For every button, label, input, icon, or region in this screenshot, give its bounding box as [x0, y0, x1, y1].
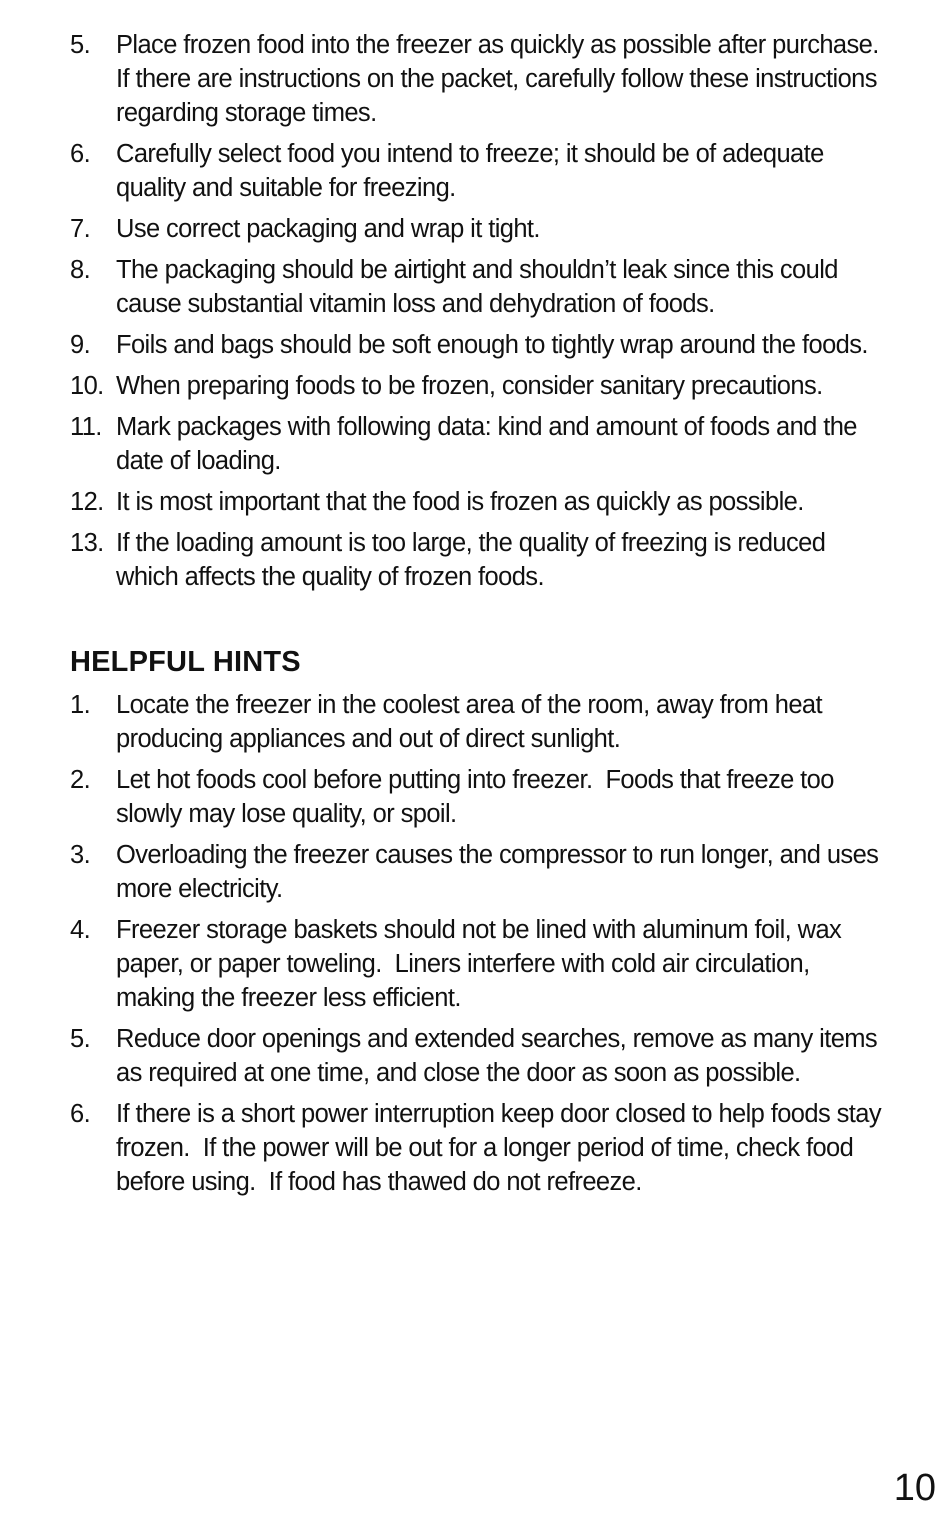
item-text: Freezer storage baskets should not be lined with aluminum foil, wax paper, or paper toweling. Liners interfere with cold air circulation, making the freezer less efficient. [116, 916, 848, 1012]
list-item [70, 838, 890, 906]
list-item [70, 913, 890, 1015]
item-text: Reduce door openings and extended searches, remove as many items as required at one time, and close the door as soon as possible. [116, 1025, 884, 1087]
item-text: If there is a short power interruption keep door closed to help foods stay frozen. If the power will be out for a longer period of time, check food before using. If food has thawed do not refreeze. [116, 1100, 888, 1196]
list-item [70, 328, 890, 362]
freezing-tips-list [70, 28, 890, 601]
item-number: 6. [70, 140, 91, 168]
item-number: 10. [70, 372, 104, 400]
item-number: 12. [70, 488, 104, 516]
item-number: 6. [70, 1100, 91, 1128]
list-item [70, 137, 890, 205]
helpful-hints-list [70, 688, 890, 1206]
item-text: When preparing foods to be frozen, consider sanitary precautions. [116, 372, 823, 400]
list-item [70, 485, 890, 519]
item-number: 7. [70, 215, 91, 243]
item-number: 5. [70, 31, 91, 59]
list-item [70, 1097, 890, 1199]
item-text: Mark packages with following data: kind and amount of foods and the date of loading. [116, 413, 864, 475]
item-number: 3. [70, 841, 91, 869]
item-number: 5. [70, 1025, 91, 1053]
item-text: The packaging should be airtight and shouldn’t leak since this could cause substantial vitamin loss and dehydration of foods. [116, 256, 845, 318]
item-number: 2. [70, 766, 91, 794]
list-item [70, 688, 890, 756]
list-item [70, 28, 890, 130]
item-number: 13. [70, 529, 104, 557]
item-number: 4. [70, 916, 91, 944]
page-number: 10 [893, 1467, 936, 1509]
item-number: 9. [70, 331, 91, 359]
section-heading: HELPFUL HINTS [70, 646, 301, 678]
item-text: Use correct packaging and wrap it tight. [116, 215, 540, 243]
item-number: 1. [70, 691, 91, 719]
item-text: Place frozen food into the freezer as quickly as possible after purchase. If there are instructions on the packet, carefully follow these instructions regarding storage times. [116, 31, 892, 127]
item-text: Foils and bags should be soft enough to tightly wrap around the foods. [116, 331, 868, 359]
list-item [70, 369, 890, 403]
item-text: Overloading the freezer causes the compressor to run longer, and uses more electricity. [116, 841, 892, 903]
item-text: Let hot foods cool before putting into freezer. Foods that freeze too slowly may lose quality, or spoil. [116, 766, 841, 828]
list-item [70, 253, 890, 321]
list-item [70, 1022, 890, 1090]
item-text: Locate the freezer in the coolest area of the room, away from heat producing appliances and out of direct sunlight. [116, 691, 829, 753]
item-text: Carefully select food you intend to freeze; it should be of adequate quality and suitable for freezing. [116, 140, 831, 202]
list-item [70, 212, 890, 246]
list-item [70, 410, 890, 478]
item-number: 11. [70, 413, 102, 441]
list-item [70, 526, 890, 594]
list-item [70, 763, 890, 831]
item-text: If the loading amount is too large, the quality of freezing is reduced which affects the quality of frozen foods. [116, 529, 832, 591]
item-number: 8. [70, 256, 91, 284]
item-text: It is most important that the food is frozen as quickly as possible. [116, 488, 804, 516]
